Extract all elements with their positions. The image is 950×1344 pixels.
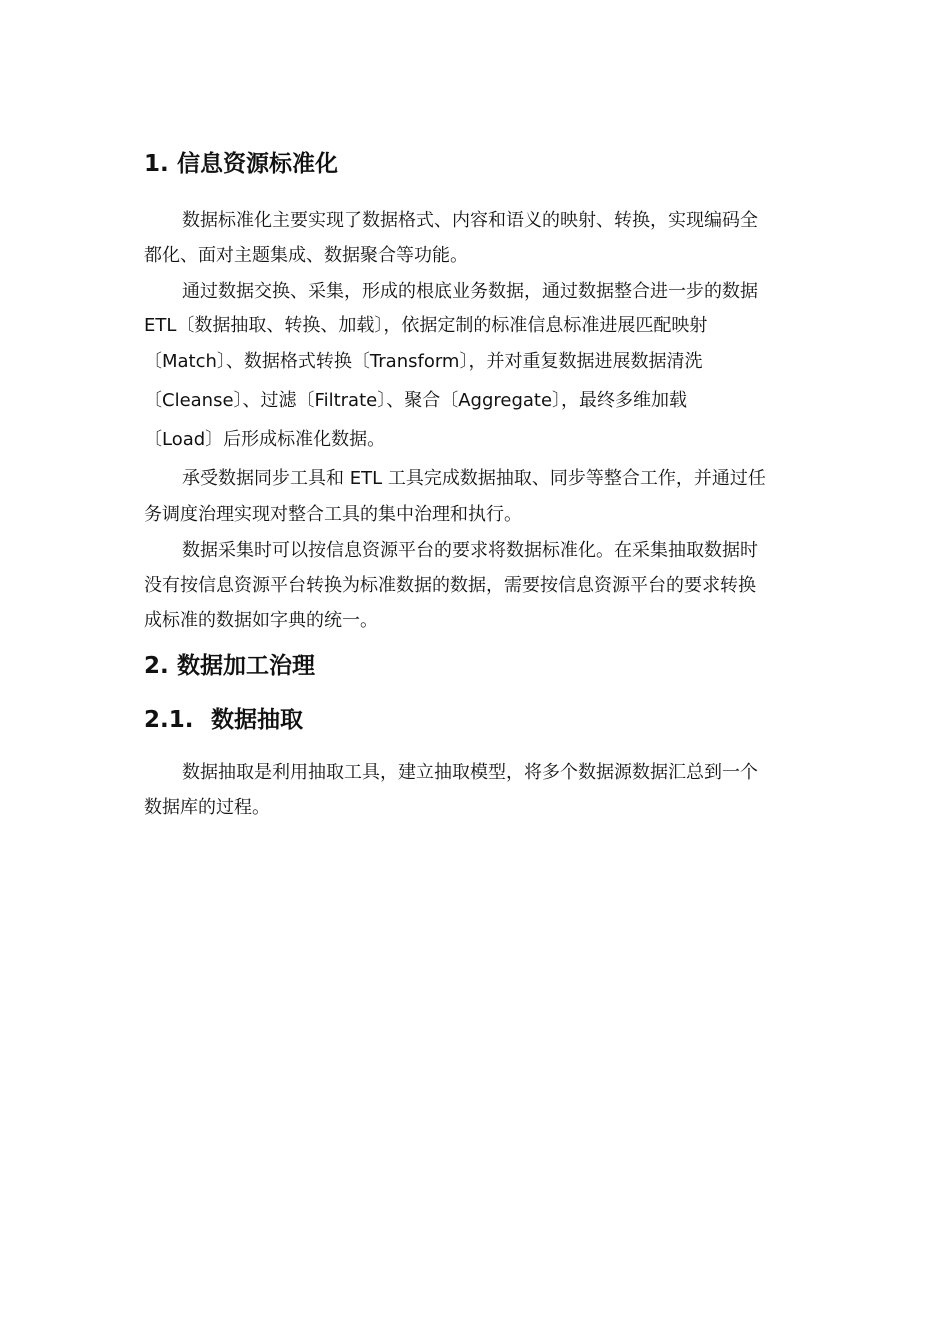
paragraph-line: 都化、面对主题集成、数据聚合等功能。 [144, 245, 468, 266]
section-1-heading [144, 149, 338, 179]
paragraph-line: 没有按信息资源平台转换为标准数据的数据，需要按信息资源平台的要求转换 [144, 575, 756, 596]
section-2-1-heading [144, 705, 303, 735]
section-1-number: 1. [144, 151, 169, 177]
paragraph-line: 数据抽取是利用抽取工具，建立抽取模型，将多个数据源数据汇总到一个 [182, 762, 758, 783]
section-1-title: 信息资源标准化 [177, 151, 338, 177]
section-2-heading [144, 651, 315, 681]
paragraph-line: 〔Match〕、数据格式转换〔Transform〕，并对重复数据进展数据清洗 [144, 351, 703, 372]
section-2-1-title: 数据抽取 [211, 707, 303, 733]
section-2-1-number: 2.1. [144, 707, 194, 733]
paragraph-line: ETL〔数据抽取、转换、加载〕，依据定制的标准信息标准进展匹配映射 [144, 315, 708, 336]
paragraph-line: 成标准的数据如字典的统一。 [144, 610, 378, 631]
section-2-number: 2. [144, 653, 169, 679]
section-2-title: 数据加工治理 [177, 653, 315, 679]
paragraph-line: 〔Cleanse〕、过滤〔Filtrate〕、聚合〔Aggregate〕，最终多维加载 [144, 390, 688, 411]
paragraph-line: 数据库的过程。 [144, 797, 270, 818]
paragraph-line: 数据标准化主要实现了数据格式、内容和语义的映射、转换，实现编码全 [182, 210, 758, 231]
paragraph-line: 〔Load〕后形成标准化数据。 [144, 429, 386, 450]
paragraph-line: 承受数据同步工具和 ETL 工具完成数据抽取、同步等整合工作，并通过任 [182, 468, 766, 489]
paragraph-line: 务调度治理实现对整合工具的集中治理和执行。 [144, 504, 522, 525]
paragraph-line: 数据采集时可以按信息资源平台的要求将数据标准化。在采集抽取数据时 [182, 540, 758, 561]
paragraph-line: 通过数据交换、采集，形成的根底业务数据，通过数据整合进一步的数据 [182, 281, 758, 302]
